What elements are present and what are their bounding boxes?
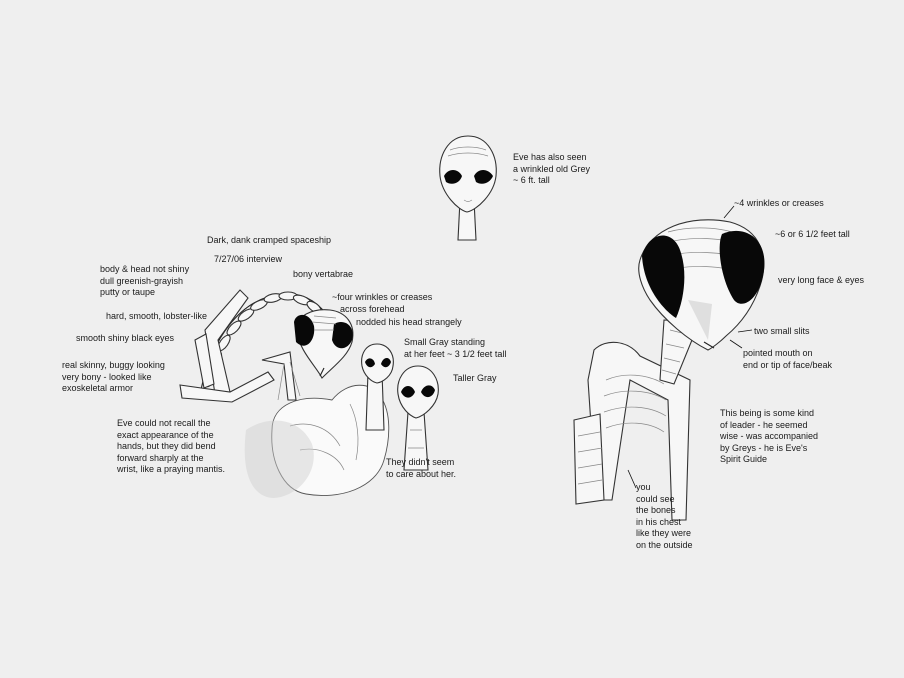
pointed-mouth-note: pointed mouth on end or tip of face/beak (743, 348, 833, 370)
smooth-eyes-note: smooth shiny black eyes (76, 333, 175, 343)
spaceship-note: Dark, dank cramped spaceship (207, 235, 332, 245)
small-gray-note: Small Gray standing at her feet ~ 3 1/2 feet tall (404, 337, 507, 359)
body-head-note: body & head not shiny dull greenish-grayish putty or taupe (100, 264, 190, 297)
right-wrinkles-note: ~4 wrinkles or creases (734, 198, 824, 208)
right-height-note: ~6 or 6 1/2 feet tall (775, 229, 850, 239)
old-grey-head-drawing (440, 136, 497, 240)
four-wrinkles-note: ~four wrinkles or creases across forehead (332, 292, 433, 314)
bony-vertebrae-note: bony vertabrae (293, 269, 354, 279)
skinny-note: real skinny, buggy looking very bony - looked like exoskeletal armor (62, 360, 165, 393)
leader-note: This being is some kind of leader - he seemed wise - was accompanied by Greys - he is Eve's Spirit Guide (720, 408, 819, 464)
taller-gray-drawing (398, 366, 439, 470)
nodded-note: nodded his head strangely (356, 317, 462, 327)
mantis-grey-drawing (180, 290, 353, 402)
taller-gray-note: Taller Gray (453, 373, 497, 383)
didnt-care-note: They didn't seem to care about her. (386, 457, 457, 479)
two-slits-note: two small slits (754, 326, 810, 336)
hard-smooth-note: hard, smooth, lobster-like (106, 311, 208, 321)
chest-bones-note: you could see the bones in his chest like they were on the outside (636, 482, 693, 550)
hands-note: Eve could not recall the exact appearance of the hands, but they did bend forward sharply at the wrist, like a praying mantis. (117, 418, 226, 474)
interview-date-note: 7/27/06 interview (214, 254, 283, 264)
long-face-note: very long face & eyes (778, 275, 865, 285)
eve-seen-note: Eve has also seen a wrinkled old Grey ~ 6 ft. tall (513, 152, 591, 185)
tall-grey-drawing (574, 220, 764, 520)
